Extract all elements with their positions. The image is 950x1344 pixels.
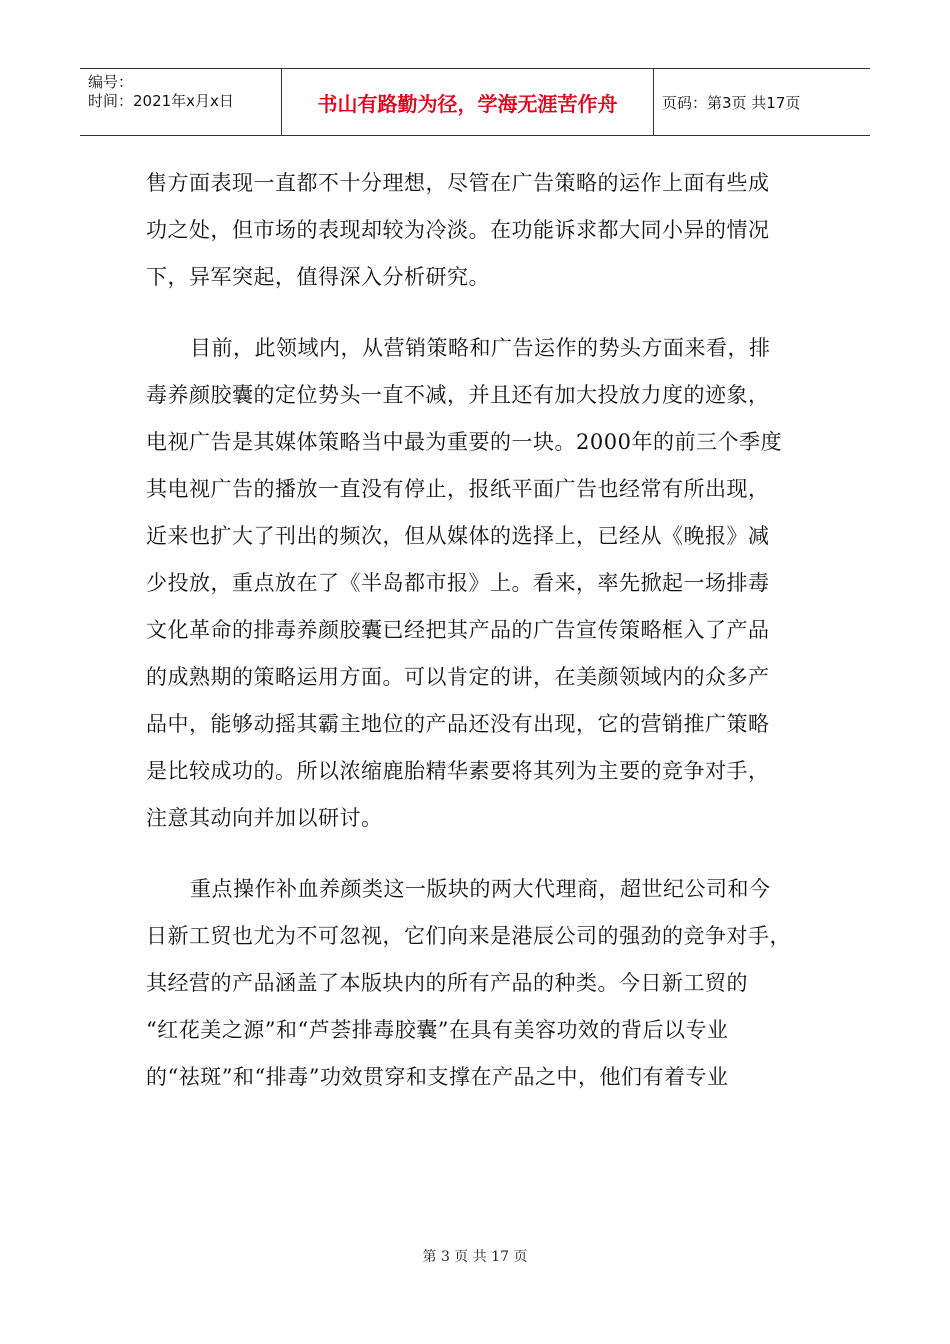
document-header <box>80 68 870 136</box>
text-line: 近来也扩大了刊出的频次，但从媒体的选择上，已经从《晚报》减 <box>146 524 770 548</box>
text-line: 售方面表现一直都不十分理想，尽管在广告策略的运作上面有些成 <box>146 171 770 195</box>
header-motto-cell <box>282 69 654 135</box>
text-line: 其经营的产品涵盖了本版块内的所有产品的种类。今日新工贸的 <box>146 971 748 995</box>
page-footer <box>0 1246 950 1266</box>
page-info: 页码：第3页 共17页 <box>662 93 801 112</box>
text-line: “红花美之源”和“芦荟排毒胶囊”在具有美容功效的背后以专业 <box>146 1018 729 1042</box>
paragraph <box>146 325 806 842</box>
text-line: 重点操作补血养颜类这一版块的两大代理商，超世纪公司和今 <box>190 877 771 901</box>
text-line: 日新工贸也尤为不可忽视，它们向来是港辰公司的强劲的竞争对手， <box>146 924 791 948</box>
text-line: 少投放，重点放在了《半岛都市报》上。看来，率先掀起一场排毒 <box>146 571 770 595</box>
text-line: 的成熟期的策略运用方面。可以肯定的讲，在美颜领域内的众多产 <box>146 665 770 689</box>
header-page-cell <box>654 69 870 135</box>
paragraph <box>146 866 806 1101</box>
text-line: 目前，此领域内，从营销策略和广告运作的势头方面来看，排 <box>190 336 771 360</box>
text-line: 其电视广告的播放一直没有停止，报纸平面广告也经常有所出现， <box>146 477 770 501</box>
text-line: 注意其动向并加以研讨。 <box>146 806 383 830</box>
motto-text: 书山有路勤为径，学海无涯苦作舟 <box>317 91 618 116</box>
time-label: 时间：2021年x月x日 <box>88 92 234 110</box>
document-body <box>146 160 806 1125</box>
number-label: 编号： <box>88 73 134 91</box>
text-line: 功之处，但市场的表现却较为冷淡。在功能诉求都大同小异的情况 <box>146 218 770 242</box>
paragraph <box>146 160 806 301</box>
text-line: 电视广告是其媒体策略当中最为重要的一块。2000年的前三个季度 <box>146 430 782 454</box>
text-line: 的“祛斑”和“排毒”功效贯穿和支撑在产品之中，他们有着专业 <box>146 1065 729 1089</box>
text-line: 品中，能够动摇其霸主地位的产品还没有出现，它的营销推广策略 <box>146 712 770 736</box>
text-line: 下，异军突起，值得深入分析研究。 <box>146 265 490 289</box>
footer-page-number: 第 3 页 共 17 页 <box>422 1249 528 1265</box>
text-line: 文化革命的排毒养颜胶囊已经把其产品的广告宣传策略框入了产品 <box>146 618 770 642</box>
text-line: 毒养颜胶囊的定位势头一直不减，并且还有加大投放力度的迹象， <box>146 383 770 407</box>
header-meta-cell <box>80 69 282 135</box>
text-line: 是比较成功的。所以浓缩鹿胎精华素要将其列为主要的竞争对手， <box>146 759 770 783</box>
